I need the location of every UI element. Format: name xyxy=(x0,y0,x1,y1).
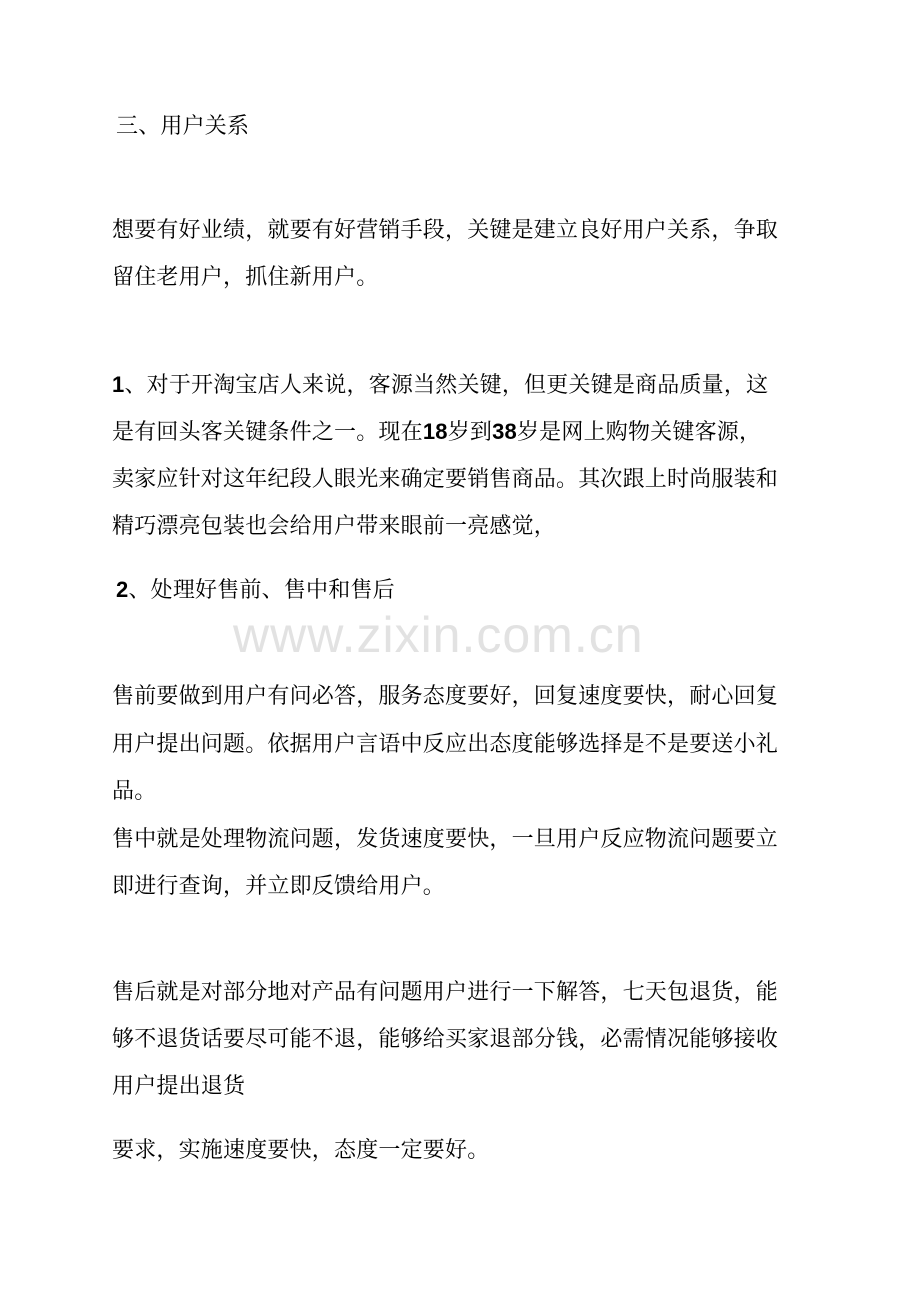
presale-line-3: 品。 xyxy=(112,779,157,804)
aftersale-line-3: 用户提出退货 xyxy=(112,1074,246,1099)
section-title: 三、用户关系 xyxy=(116,114,250,139)
presale-line-1: 售前要做到用户有问必答，服务态度要好，回复速度要快，耐心回复 xyxy=(112,684,779,709)
item1-line-3: 卖家应针对这年纪段人眼光来确定要销售商品。其次跟上时尚服装和 xyxy=(112,467,779,492)
intro-line-2: 留住老用户，抓住新用户。 xyxy=(112,265,379,290)
insale-line-2: 即进行查询，并立即反馈给用户。 xyxy=(112,874,446,899)
insale-line-1: 售中就是处理物流问题，发货速度要快，一旦用户反应物流问题要立 xyxy=(112,827,779,852)
item2-number: 2 xyxy=(116,577,129,602)
item1-line-2-c: 岁是网上购物关键客源， xyxy=(516,420,762,445)
item2-heading-text: 、处理好售前、售中和售后 xyxy=(128,578,395,603)
item1-line-1 xyxy=(112,371,768,400)
item1-age-start: 18 xyxy=(422,419,448,444)
item1-age-end: 38 xyxy=(492,419,517,444)
item1-line-1-text: 、对于开淘宝店人来说，客源当然关键，但更关键是商品质量，这 xyxy=(124,373,769,398)
closing-line: 要求，实施速度要快，态度一定要好。 xyxy=(112,1138,490,1163)
item1-line-2-a: 是有回头客关键条件之一。现在 xyxy=(112,420,423,445)
item2-heading xyxy=(116,576,395,605)
item1-number: 1 xyxy=(112,372,125,397)
item1-line-2-b: 岁到 xyxy=(447,420,493,445)
presale-line-2: 用户提出问题。依据用户言语中反应出态度能够选择是不是要送小礼 xyxy=(112,732,779,757)
watermark: www.zixin.com.cn xyxy=(233,607,644,663)
aftersale-line-2: 够不退货话要尽可能不退，能够给买家退部分钱，必需情况能够接收 xyxy=(112,1027,779,1052)
aftersale-line-1: 售后就是对部分地对产品有问题用户进行一下解答，七天包退货，能 xyxy=(112,980,779,1005)
item1-line-4: 精巧漂亮包装也会给用户带来眼前一亮感觉， xyxy=(112,514,557,539)
item1-line-2 xyxy=(112,418,761,447)
intro-line-1: 想要有好业绩，就要有好营销手段，关键是建立良好用户关系，争取 xyxy=(112,218,779,243)
